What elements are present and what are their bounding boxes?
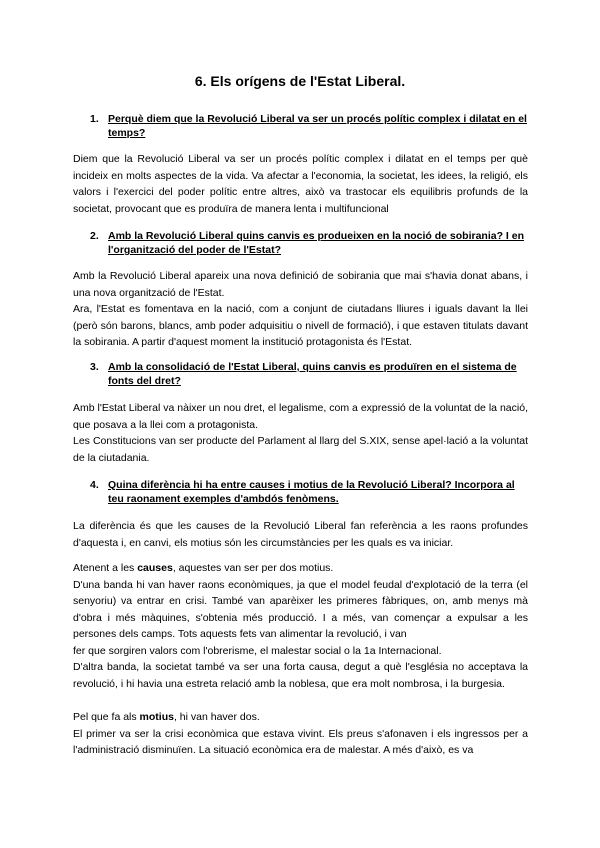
question-4-number: 4. (90, 479, 99, 491)
question-1 (90, 112, 530, 140)
question-1-number: 1. (90, 113, 99, 125)
answer-4-intro (73, 518, 528, 551)
causes-heading (73, 560, 528, 577)
question-2 (90, 229, 530, 257)
question-4 (90, 478, 530, 506)
question-4-text: Quina diferència hi ha entre causes i motius de la Revolució Liberal? Incorpora al teu raonament exemples d'ambdós fenòmens. (108, 479, 515, 505)
motius-paragraph-1: El primer va ser la crisi econòmica que estava vivint. Els preus s'afonaven i els ingressos per a l'administració disminuïen. La situació econòmica era de malestar. A més d'això, es va (73, 727, 528, 756)
causes-suffix: , aquestes van ser per dos motius. (172, 562, 334, 574)
answer-3-paragraph-2: Les Constitucions van ser producte del Parlament al llarg del S.XIX, sense apel·lació a la voluntat de la ciutadania. (73, 435, 528, 464)
answer-2-paragraph-2: Ara, l'Estat es fomentava en la nació, com a conjunt de ciutadans lliures i iguals davant la llei (però són barons, blancs, amb poder adquisitiu o nivell de formació), i que estaven titulats davant la sobirania. A partir d'aquest moment la institució protagonista és l'Estat. (73, 303, 528, 348)
motius-word: motius (139, 711, 174, 723)
answer-2 (73, 268, 528, 351)
motius-suffix: , hi van haver dos. (173, 711, 260, 723)
motius-heading (73, 709, 528, 726)
question-2-number: 2. (90, 230, 99, 242)
question-1-text: Perquè diem que la Revolució Liberal va ser un procés polític complex i dilatat en el temps? (108, 113, 527, 139)
causes-prefix: Atenent a les (73, 562, 138, 574)
answer-2-paragraph-1: Amb la Revolució Liberal apareix una nova definició de sobirania que mai s'havia donat abans, i una nova organització de l'Estat. (73, 270, 528, 299)
answer-4-intro-paragraph: La diferència és que les causes de la Revolució Liberal fan referència a les raons profundes d'aquesta i, en canvi, els motius són les circumstàncies per les quals es va iniciar. (73, 520, 528, 549)
answer-4-causes (73, 560, 528, 692)
answer-1 (73, 151, 528, 217)
question-2-text: Amb la Revolució Liberal quins canvis es produeixen en la noció de sobirania? I en l'organització del poder de l'Estat? (108, 230, 525, 256)
question-3-text: Amb la consolidació de l'Estat Liberal, quins canvis es produïren en el sistema de fonts del dret? (108, 361, 517, 387)
motius-prefix: Pel que fa als (73, 711, 140, 723)
page-title: 6. Els orígens de l'Estat Liberal. (194, 73, 406, 89)
causes-paragraph-3: D'altra banda, la societat també va ser una forta causa, degut a què l'església no acceptava la revolució, i hi havia una estreta relació amb la noblesa, que era molt nombrosa, i la burgesia. (73, 661, 528, 690)
question-3 (90, 360, 530, 388)
causes-word: causes (137, 562, 173, 574)
answer-3-paragraph-1: Amb l'Estat Liberal va nàixer un nou dret, el legalisme, com a expressió de la voluntat de la nació, que posava a la llei com a protagonista. (73, 402, 528, 431)
causes-paragraph-2: fer que sorgiren valors com l'obrerisme, el malestar social o la 1a Internacional. (73, 644, 442, 657)
answer-3 (73, 400, 528, 466)
question-3-number: 3. (90, 361, 99, 373)
answer-1-paragraph: Diem que la Revolució Liberal va ser un procés polític complex i dilatat en el temps per què incideix en molts aspectes de la vida. Va afectar a l'economia, la societat, les idees, la religió, els valors i l'exercici del poder polític entre altres, això va trastocar els equilibris profunds de la societat, provocant que es produïra de manera lenta i multifuncional (73, 153, 528, 215)
causes-paragraph-1: D'una banda hi van haver raons econòmiques, ja que el model feudal d'explotació de la terra (el senyoriu) va entrar en crisi. També van aparèixer les primeres fàbriques, on, amb menys mà d'obra i més màquines, s'obtenia més producció. I a més, van començar a expulsar a les persones dels camps. Tots aquests fets van alimentar la revolució, i van (73, 578, 528, 640)
answer-4-motius (73, 709, 528, 759)
